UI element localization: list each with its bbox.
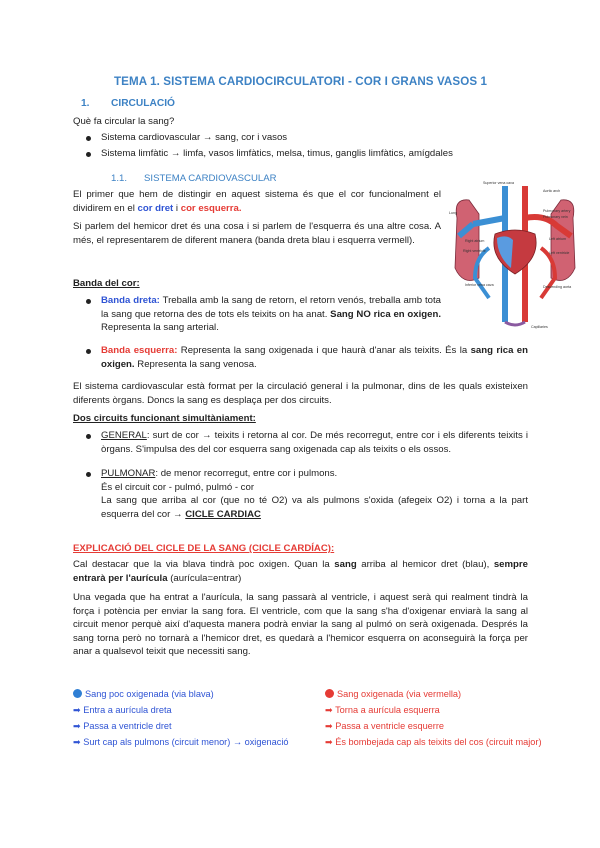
list-item [325, 686, 542, 702]
diagram-label: Left atrium [549, 237, 566, 241]
section-number: 1. [81, 98, 90, 109]
diagram-label: Inferior vena cava [465, 283, 494, 287]
explicacio-text: (aurícula=entrar) [167, 572, 242, 584]
banda-dreta-bold: Sang NO rica en oxigen. [330, 308, 442, 320]
diagram-label: Descending aorta [543, 285, 572, 289]
pulmonar-text: : de menor recorregut, entre cor i pulmons. [155, 468, 338, 479]
banda-dreta-item [73, 294, 441, 335]
list-item: ➡ Torna a aurícula esquerra [325, 705, 440, 715]
explicacio-paragraph-2: Una vegada que ha entrat a l'aurícula, la sang passarà al ventricle, i aquest serà qui realment tindrà la força i potència per enviar la sang fora. El ventricle, com que la sang s'ha d'oxigenar enviarà la sang al circuit menor perquè així d'aquesta manera podrà enviar la sang al pulmó on serà oxigenada. Després la sang torna però no tornarà a l'hemicor dret, es quedarà a l'hemicor esquerra on aconseguirà la força per anar a qualsevol teixit que necessiti sang. [73, 592, 528, 658]
red-dot-icon [325, 689, 334, 698]
intro-paragraph-2: Si parlem del hemicor dret és una cosa i si parlem de l'esquerra és una altre cosa. A més, el representarem de diferent manera (banda dreta blau i esquerra vermell). [73, 221, 441, 246]
list-item: ➡ Entra a aurícula dreta [73, 705, 172, 715]
general-label: GENERAL [101, 430, 147, 441]
page-title: TEMA 1. SISTEMA CARDIOCIRCULATORI - COR I GRANS VASOS 1 [113, 75, 488, 88]
section-heading-circulacio [81, 97, 175, 111]
diagram-label: Left ventricle [549, 251, 570, 255]
circuits-heading: Dos circuits funcionant simultàniament: [73, 413, 256, 424]
explicacio-text: Cal destacar que la via blava tindrà poc oxigen. Quan la [73, 559, 335, 570]
bandes-heading: Banda del cor: [73, 278, 140, 289]
general-text: : surt de cor → teixits i retorna al cor. De més recorregut, entre cor i els diferents teixits i òrgans. S'impulsa des del cor esquerra sang oxigenada cap als teixits o els ossos. [101, 430, 528, 455]
banda-dreta-label: Banda dreta: [101, 295, 160, 306]
heart-circulation-diagram [445, 178, 585, 330]
circulacio-paragraph: El sistema cardiovascular està format per la circulació general i la pulmonar, dins de les quals existeixen diferents òrgans. Doncs la sang es desplaça per dos circuits. [73, 381, 528, 406]
list-item: ➡ Passa a ventricle esquerre [325, 721, 445, 731]
diagram-label: Pulmonary vein [543, 215, 568, 219]
list-item [73, 294, 441, 335]
intro-text: El primer que hem de distingir en aquest sistema és que el cor funcionalment el dividirem en el [73, 189, 441, 214]
pulmonar-label: PULMONAR [101, 468, 156, 479]
list-item: ➡ Passa a ventricle dret [73, 721, 172, 731]
banda-esquerra-item [73, 344, 528, 371]
question-line: Què fa circular la sang? [73, 116, 175, 127]
subsection-heading-cardiovascular [111, 172, 277, 186]
banda-dreta-text: Treballa amb la sang de retorn, el retorn venós, treballa amb tota la sang que retorna des de tots els teixits on ha anat. [101, 295, 442, 320]
explicacio-bold: sang [334, 559, 357, 570]
cor-esquerra-label: cor esquerra. [180, 202, 242, 214]
explicacio-bold: sempre entrarà per l'aurícula [73, 559, 528, 584]
red-pathway-list [325, 686, 542, 750]
banda-esquerra-label: Banda esquerra: [101, 345, 178, 356]
diagram-label: Pulmonary artery [543, 209, 571, 213]
subsection-number: 1.1. [111, 173, 128, 184]
list-item [73, 429, 528, 456]
diagram-label: Right atrium [465, 239, 485, 243]
blue-dot-icon [73, 689, 82, 698]
blue-pathway-list [73, 686, 289, 750]
list-item: ➡ Surt cap als pulmons (circuit menor) → oxigenació [73, 737, 289, 747]
list-item: Sistema limfàtic → limfa, vasos limfàtics, melsa, timus, ganglis limfàtics, amígdales [73, 147, 528, 161]
explicacio-heading: EXPLICACIÓ DEL CICLE DE LA SANG (CICLE CARDÍAC): [73, 543, 335, 554]
intro-paragraph [73, 188, 441, 215]
subsection-label: SISTEMA CARDIOVASCULAR [144, 173, 277, 184]
banda-esquerra-text: Representa la sang oxigenada i que haurà d'anar als teixits. És la [177, 345, 471, 356]
diagram-label: Aortic arch [543, 189, 561, 193]
banda-esquerra-text-2: Representa la sang venosa. [134, 358, 257, 370]
list-item [73, 344, 528, 371]
cor-dret-label: cor dret [137, 202, 174, 214]
banda-esquerra-bold: sang rica en oxigen. [101, 345, 528, 370]
section-label: CIRCULACIÓ [111, 98, 175, 109]
diagram-label: Superior vena cava [483, 181, 514, 185]
list-item: Sistema cardiovascular → sang, cor i vasos [73, 131, 528, 145]
pulmonar-line-2: És el circuit cor - pulmó, pulmó - cor [101, 481, 255, 493]
explicacio-paragraph-1 [73, 558, 528, 585]
general-item [73, 429, 528, 456]
list-item-text: Sang oxigenada (via vermella) [337, 689, 462, 699]
list-item-text: Sang poc oxigenada (via blava) [85, 689, 214, 699]
intro-text-join: i [173, 202, 181, 214]
pulmonar-line-3: La sang que arriba al cor (que no té O2) va als pulmons s'oxida (afegeix O2) i torna a la part esquerra del cor → [101, 495, 528, 520]
diagram-label: Right ventricle [463, 249, 486, 253]
diagram-label: Lung [449, 211, 457, 215]
explicacio-text: arriba al hemicor dret (blau), [356, 559, 494, 570]
cicle-cardiac-label: CICLE CARDIAC [185, 508, 261, 520]
list-item: ➡ És bombejada cap als teixits del cos (circuit major) [325, 737, 542, 747]
banda-dreta-text-2: Representa la sang arterial. [101, 322, 219, 334]
systems-list [73, 131, 528, 160]
list-item [73, 467, 528, 521]
diagram-label: Capillaries [531, 325, 548, 329]
pulmonar-item [73, 467, 528, 521]
list-item [73, 686, 289, 702]
